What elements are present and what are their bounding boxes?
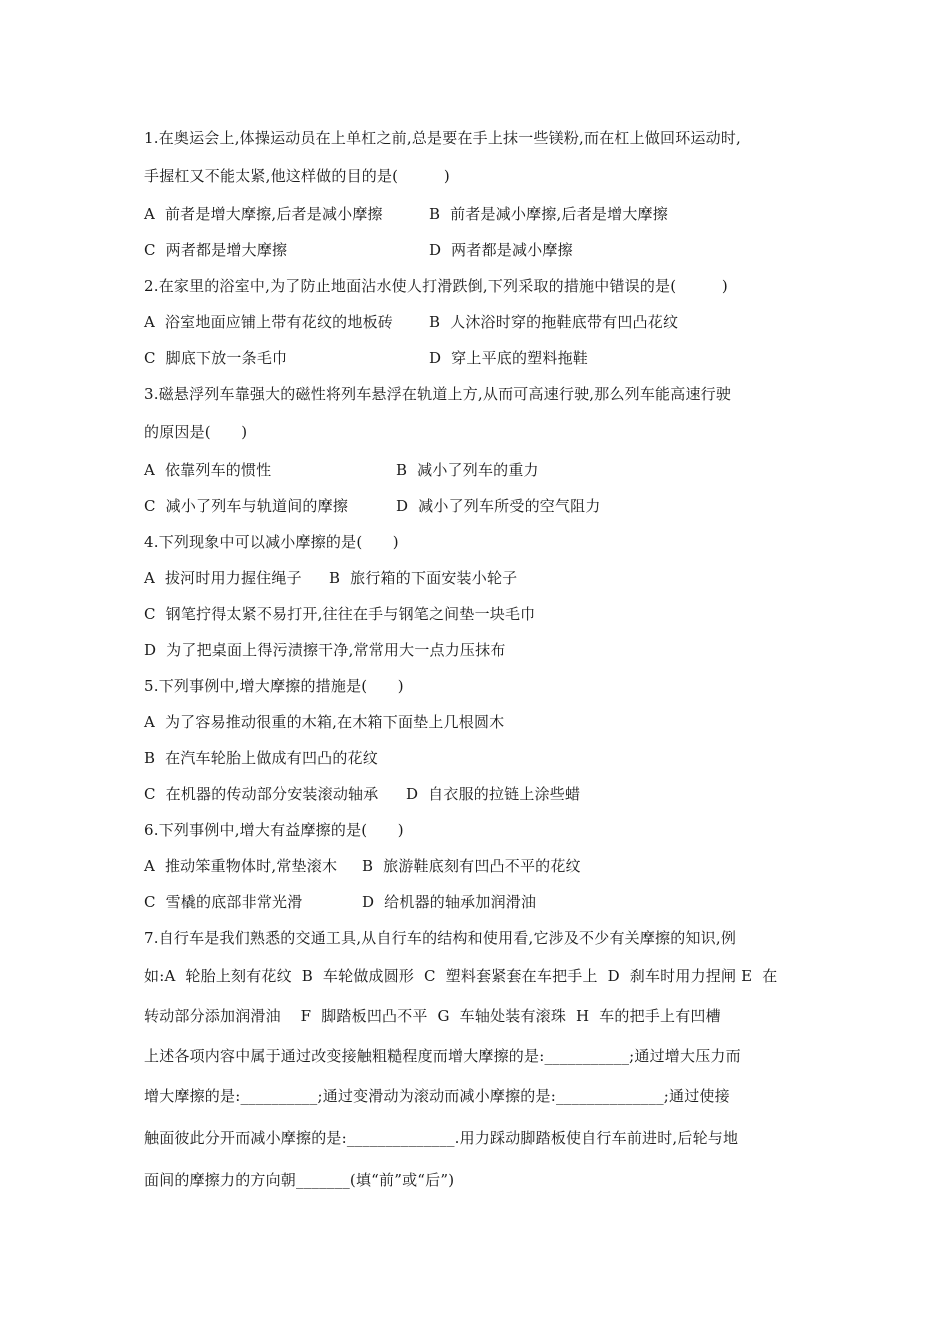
q4-option-c: C 钢笔拧得太紧不易打开,往往在手与钢笔之间垫一块毛巾: [144, 605, 536, 623]
q1-options-row-1: [144, 204, 668, 224]
q4-option-b: B 旅行箱的下面安装小轮子: [329, 569, 518, 587]
q2-stem-line-1: 2.在家里的浴室中,为了防止地面沾水使人打滑跌倒,下列采取的措施中错误的是( ): [144, 277, 728, 295]
q3-options-row-1: [144, 460, 539, 480]
q7-stem-line-5: 增大摩擦的是:__________;通过变滑动为滚动而减小摩擦的是:______________;通过使接: [144, 1087, 730, 1105]
q3-options-row-2: [144, 496, 601, 516]
q6-option-c: C 雪橇的底部非常光滑: [144, 893, 303, 911]
q6-option-b: B 旅游鞋底刻有凹凸不平的花纹: [362, 857, 581, 875]
q1-option-c: C 两者都是增大摩擦: [144, 241, 288, 259]
q5-option-b: B 在汽车轮胎上做成有凹凸的花纹: [144, 749, 378, 767]
q6-options-row-2: [144, 892, 536, 912]
q3-option-d: D 减小了列车所受的空气阻力: [396, 497, 601, 515]
q1-stem-line-1: 1.在奥运会上,体操运动员在上单杠之前,总是要在手上抹一些镁粉,而在杠上做回环运动时,: [144, 129, 741, 147]
q3-option-c: C 减小了列车与轨道间的摩擦: [144, 497, 349, 515]
q4-option-d: D 为了把桌面上得污渍擦干净,常常用大一点力压抹布: [144, 641, 506, 659]
q2-option-a: A 浴室地面应铺上带有花纹的地板砖: [144, 313, 393, 331]
q7-stem-line-1: 7.自行车是我们熟悉的交通工具,从自行车的结构和使用看,它涉及不少有关摩擦的知识,例: [144, 929, 737, 947]
q4-options-row-1: [144, 568, 517, 588]
q6-option-a: A 推动笨重物体时,常垫滚木: [144, 857, 338, 875]
q3-option-b: B 减小了列车的重力: [396, 461, 539, 479]
q6-option-d: D 给机器的轴承加润滑油: [362, 893, 537, 911]
q2-option-b: B 人沐浴时穿的拖鞋底带有凹凸花纹: [429, 313, 679, 331]
q3-stem-line-1: 3.磁悬浮列车靠强大的磁性将列车悬浮在轨道上方,从而可高速行驶,那么列车能高速行驶: [144, 385, 732, 403]
q6-options-row-1: [144, 856, 581, 876]
q7-stem-line-4: 上述各项内容中属于通过改变接触粗糙程度而增大摩擦的是:___________;通过增大压力而: [144, 1047, 741, 1065]
q2-options-row-1: [144, 312, 678, 332]
q1-option-a: A 前者是增大摩擦,后者是减小摩擦: [144, 205, 383, 223]
q3-stem-line-2: 的原因是( ): [144, 423, 248, 441]
q5-option-a: A 为了容易推动很重的木箱,在木箱下面垫上几根圆木: [144, 713, 505, 731]
q4-option-a: A 拔河时用力握住绳子: [144, 569, 302, 587]
q5-option-c: C 在机器的传动部分安装滚动轴承: [144, 785, 379, 803]
q4-stem-line-1: 4.下列现象中可以减小摩擦的是( ): [144, 533, 399, 551]
q5-options-row-3: [144, 784, 580, 804]
q5-stem-line-1: 5.下列事例中,增大摩擦的措施是( ): [144, 677, 404, 695]
q1-options-row-2: [144, 240, 573, 260]
q7-stem-line-7: 面间的摩擦力的方向朝_______(填“前”或“后”): [144, 1171, 455, 1189]
q3-option-a: A 依靠列车的惯性: [144, 461, 272, 479]
q7-stem-line-3: 转动部分添加润滑油 F 脚踏板凹凸不平 G 车轴处装有滚珠 H 车的把手上有凹槽: [144, 1007, 721, 1025]
q5-option-d: D 自衣服的拉链上涂些蜡: [406, 785, 581, 803]
q2-options-row-2: [144, 348, 588, 368]
q7-stem-line-6: 触面彼此分开而减小摩擦的是:______________.用力踩动脚踏板使自行车前进时,后轮与地: [144, 1129, 739, 1147]
q7-stem-line-2: 如:A 轮胎上刻有花纹 B 车轮做成圆形 C 塑料套紧套在车把手上 D 刹车时用力捏闸 E 在: [144, 967, 778, 985]
q1-option-d: D 两者都是减小摩擦: [429, 241, 573, 259]
q1-stem-line-2: 手握杠又不能太紧,他这样做的目的是( ): [144, 167, 450, 185]
q2-option-c: C 脚底下放一条毛巾: [144, 349, 288, 367]
q2-option-d: D 穿上平底的塑料拖鞋: [429, 349, 588, 367]
q6-stem-line-1: 6.下列事例中,增大有益摩擦的是( ): [144, 821, 404, 839]
q1-option-b: B 前者是减小摩擦,后者是增大摩擦: [429, 205, 668, 223]
